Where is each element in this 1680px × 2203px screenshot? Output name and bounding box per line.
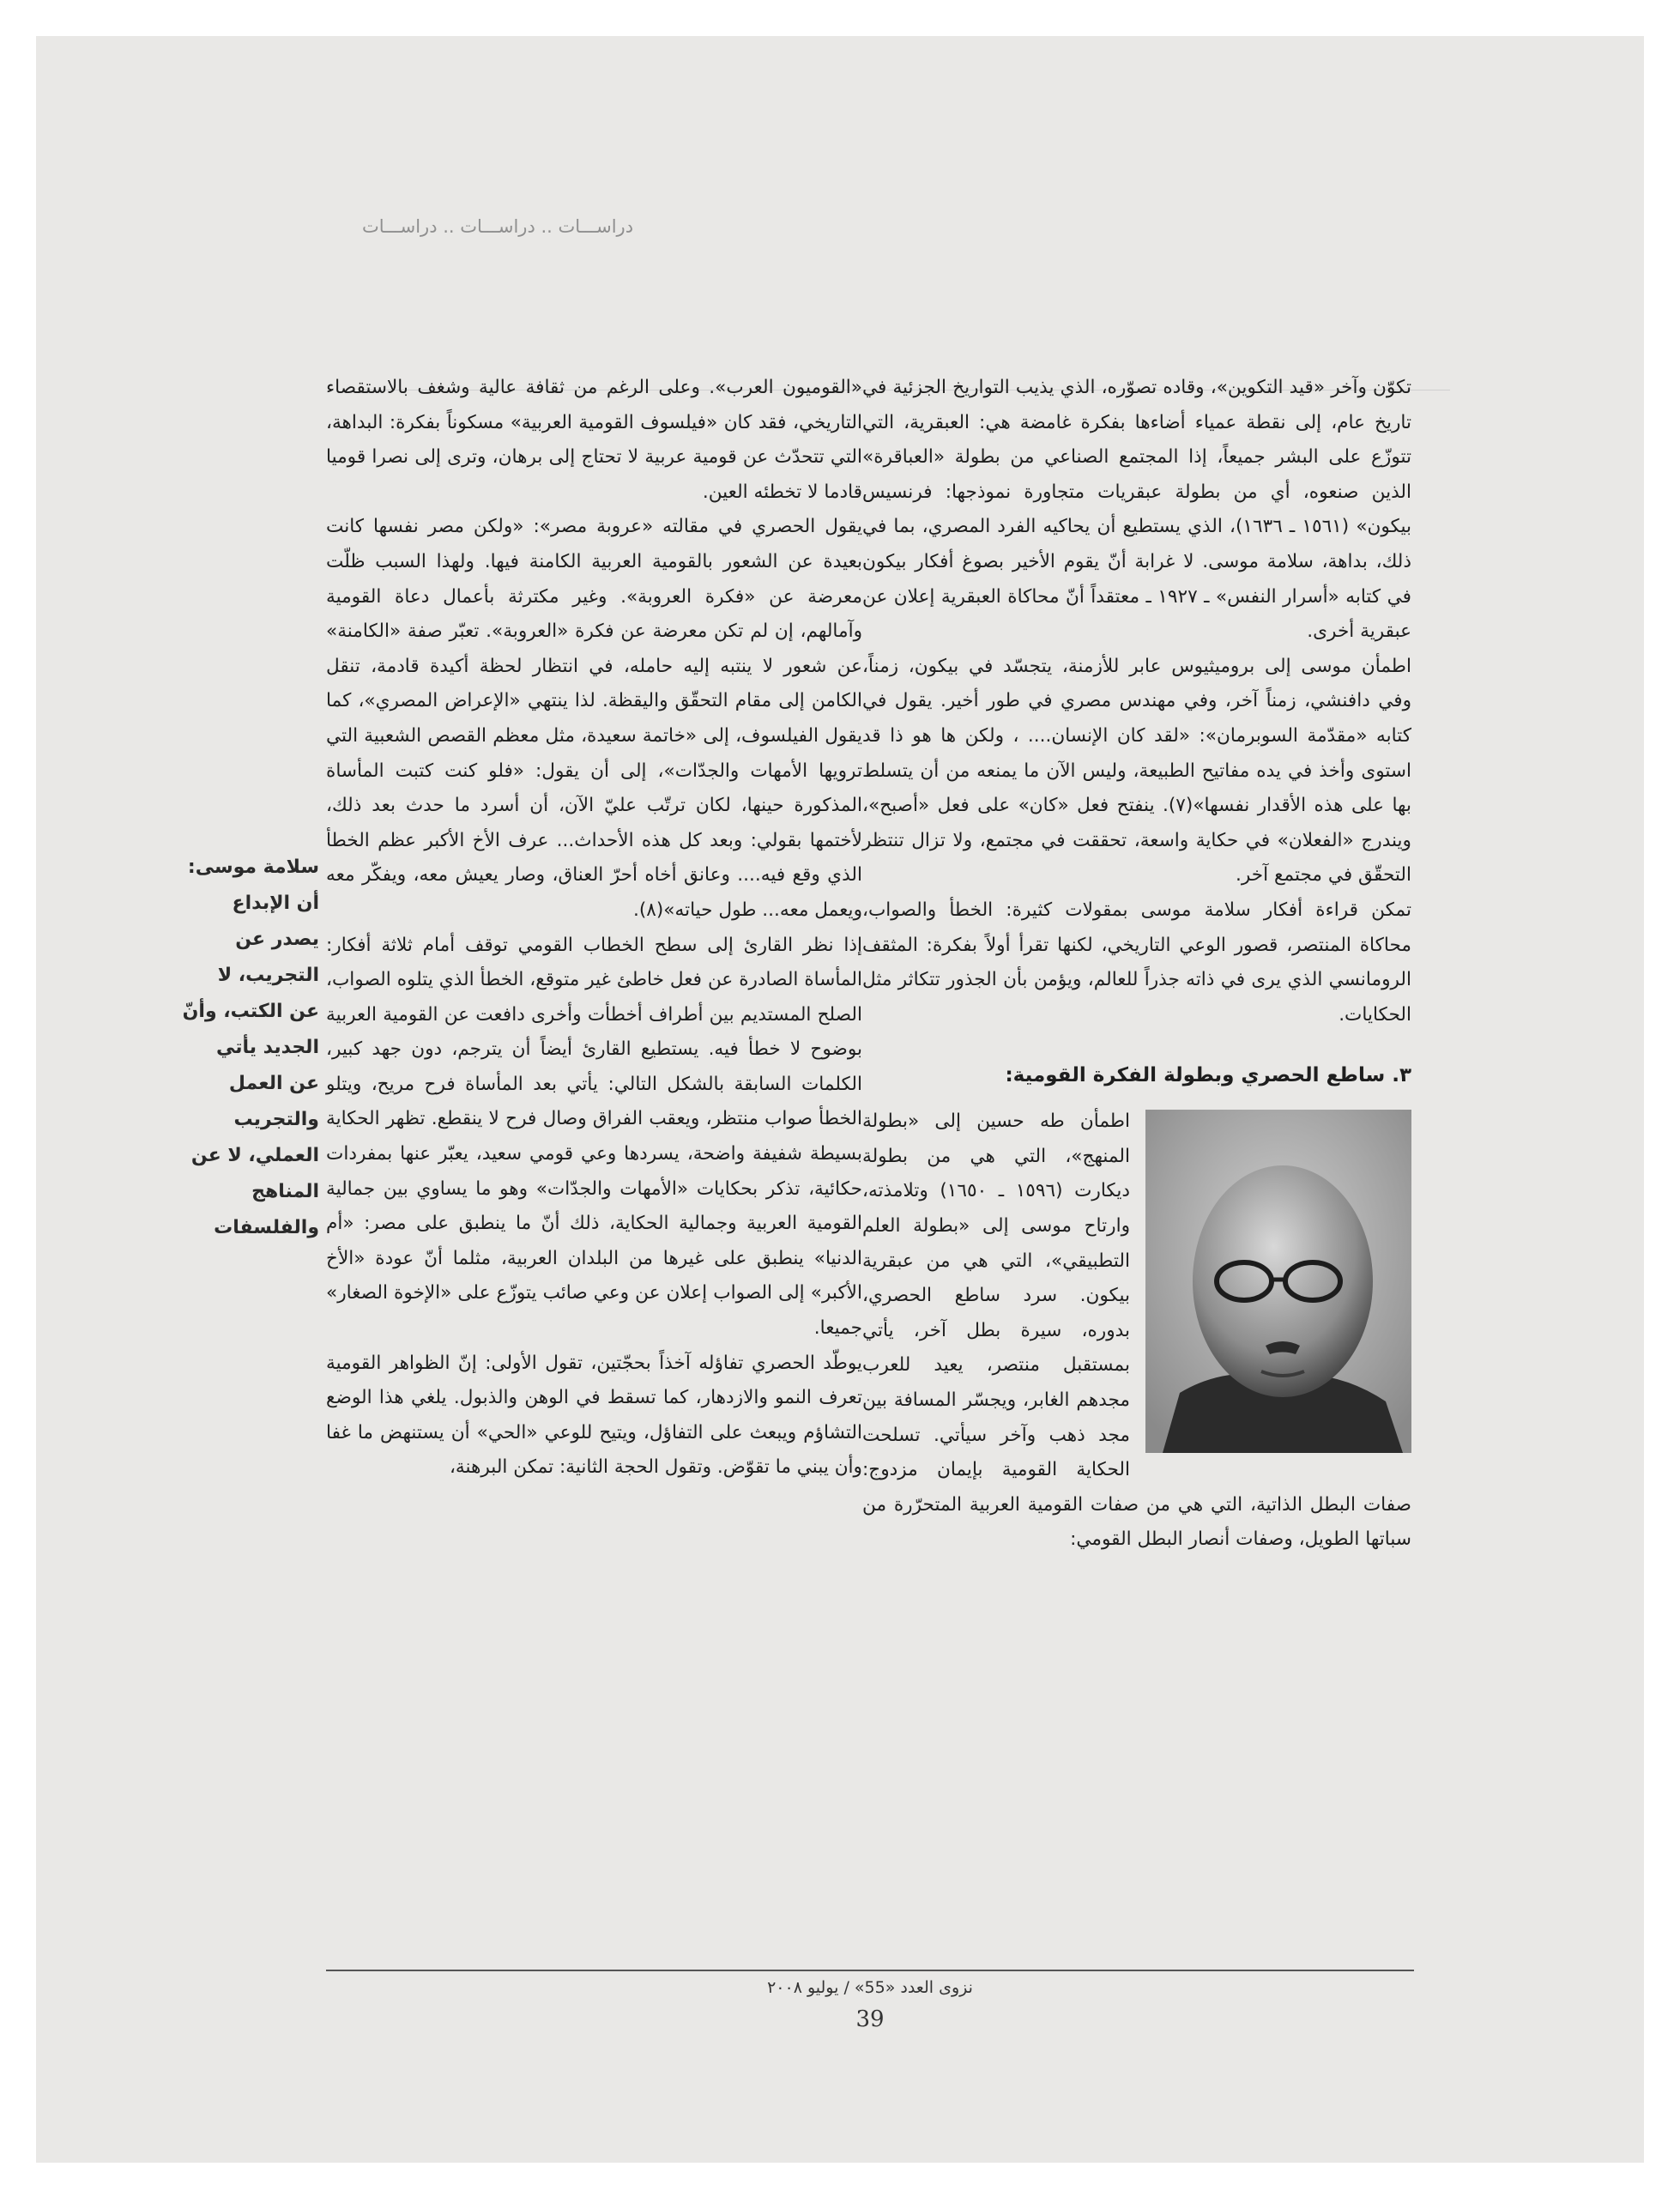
pull-quote: سلامة موسى: أن الإبداع يصدر عن التجريب، لا عن الكتب، وأنّ الجديد يأتي عن العمل والتجريب العملي، لا عن المناهج والفلسفات (182, 856, 319, 1238)
paragraph: إذا نظر القارئ إلى سطح الخطاب القومي توقف أمام ثلاثة أفكار: المأساة الصادرة عن فعل خاطئ غير متوقع، الخطأ الذي يتلوه الصواب، الصلح المستديم بين أطراف أخطأت وأخرى دافعت عن القومية العربية بوضوح لا خطأ فيه. يستطيع القارئ أيضاً أن يترجم، دون جهد كبير، الكلمات السابقة بالشكل التالي: يأتي بعد المأساة فرح مريح، ويتلو الخطأ صواب منتظر، ويعقب الفراق وصال فرح لا ينقطع. تظهر الحكاية بسيطة شفيفة واضحة، يسردها وعي قومي سعيد، يعبّر عنها بمفردات حكائية، تذكر بحكايات «الأمهات والجدّات» وهو ما يساوي بين جمالية القومية العربية وجمالية الحكاية، ذلك أنّ ما ينطبق على مصر: «أم الدنيا» ينطبق على غيرها من البلدان العربية، مثلما أنّ عودة «الأخ الأكبر» إلى الصواب إعلان عن وعي صائب يتوزّع على «الإخوة الصغار» جميعا. (326, 934, 862, 1340)
paragraph: اطمأن طه حسين إلى «بطولة المنهج»، التي هي من بطولة ديكارت (١٥٩٦ ـ ١٦٥٠) وتلامذته، وارتاح موسى إلى «بطولة العلم التطبيقي»، التي هي من عبقرية بيكون. سرد ساطع الحصري، بدوره، سيرة بطل آخر، يأتي بمستقبل منتصر، يعيد للعرب مجدهم الغابر، ويجسّر المسافة بين مجد ذهب وآخر سيأتي. تسلحت الحكاية القومية بإيمان مزدوج: صفات البطل الذاتية، التي هي من صفات القومية العربية المتحرّرة من سباتها الطويل، وصفات أنصار البطل القومي: (862, 1111, 1411, 1551)
paragraph: تكوّن وآخر «قيد التكوين»، وقاده تصوّره، الذي يذيب التواريخ الجزئية في تاريخ عام، إلى نقطة عمياء أضاءها بفكرة غامضة هي: العبقرية، التي تتوزّع على البشر جميعاً، إذا المجتمع الصناعي من بطولة «العباقرة» الذين صنعوه، أي من بطولة عبقريات متجاورة نموذجها: فرنسيس بيكون» (١٥٦١ ـ ١٦٣٦)، الذي يستطيع أن يحاكيه الفرد المصري، بما في ذلك، بداهة، سلامة موسى. لا غرابة أنّ يقوم الأخير بصوغ أفكار بيكون في كتابه «أسرار النفس» ـ ١٩٢٧ ـ معتقداً أنّ محاكاة العبقرية إعلان عن عبقرية أخرى. (862, 377, 1411, 643)
page-number: 39 (855, 2006, 885, 2032)
running-header: دراســـات .. دراســـات .. دراســـات (362, 216, 634, 237)
paragraph: اطمأن موسى إلى بروميثيوس عابر للأزمنة، يتجسّد في بيكون، زمناً، وفي دافنشي، زمناً آخر، وفي مهندس مصري في طور أخير. يقول في كتابه «مقدّمة السوبرمان»: «لقد كان الإنسان.... ، ولكن ها هو ذا قد استوى وأخذ في يده مفاتيح الطبيعة، وليس الآن ما يمنعه من أن يتسلط بها على هذه الأقدار نفسها»(٧). ينفتح فعل «كان» على فعل «أصبح»، ويندرج «الفعلان» في حكاية واسعة، تحققت في مجتمع، ولا تزال تنتظر التحقّق في مجتمع آخر. (862, 655, 1411, 887)
paragraph: تمكن قراءة أفكار سلامة موسى بمقولات كثيرة: الخطأ والصواب، محاكاة المنتصر، قصور الوعي التاريخي، لكنها تقرأ أولاً بفكرة: المثقف الرومانسي الذي يرى في ذاته جذراً للعالم، ويؤمن بأن الجذور تتكاثر مثل الحكايات. (862, 899, 1411, 1026)
right-column (862, 371, 1411, 1558)
middle-column (326, 371, 862, 1486)
footer-divider (326, 1970, 1414, 1971)
section-heading: ٣. ساطع الحصري وبطولة الفكرة القومية: (1005, 1064, 1411, 1087)
paragraph: «القوميون العرب». وعلى الرغم من ثقافة عالية وشغف بالاستقصاء التاريخي، فقد كان «فيلسوف القومية العربية» مسكوناً بفكرة: البداهة، التي تتحدّث عن قومية عربية لا تحتاج إلى برهان، وترى إلى نصرا قوميا قادما لا تخطئه العين. (326, 377, 862, 503)
paragraph: يقول الحصري في مقالته «عروبة مصر»: «ولكن مصر نفسها كانت بعيدة عن الشعور بالقومية العربية الكامنة فيها. ولهذا السبب ظلّت معرضة عن «فكرة العروبة». وغير مكترثة بأعمال دعاة القومية وآمالهم، إن لم تكن معرضة عن فكرة «العروبة». تعبّر صفة «الكامنة» عن شعور لا ينتبه إليه حامله، في انتظار لحظة أكيدة قادمة، تنقل الكامن إلى مقام التحقّق واليقظة. لذا ينتهي «الإعراض المصري»، كما يقول الفيلسوف، إلى «خاتمة سعيدة، مثل معظم القصص الشعبية التي ترويها الأمهات والجدّات»، إلى أن يقول: «فلو كنت كتبت المأساة المذكورة حينها، لكان ترتّب عليّ الآن، أن أسرد ما حدث بعد ذلك، لأختمها بقولي: وبعد كل هذه الأحداث... عرف الأخ الأكبر عظم الخطأ الذي وقع فيه.... وعانق أخاه أحرّ العناق، وصار يعيش معه، ويفكّر معه ويعمل معه... طول حياته»(٨). (326, 516, 862, 921)
footer-issue: نزوى العدد «55» / يوليو ٢٠٠٨ (767, 1978, 973, 1997)
paragraph: يوطّد الحصري تفاؤله آخذاً بحجّتين، تقول الأولى: إنّ الظواهر القومية تعرف النمو والازدهار، كما تسقط في الوهن والذبول. يلغي هذا الوضع التشاؤم ويبعث على التفاؤل، ويتيح للوعي «الحي» أن يستنهض ما غفا وأن يبني ما تقوّض. وتقول الحجة الثانية: تمكن البرهنة، (326, 1352, 862, 1479)
portrait-photo (1145, 1110, 1411, 1453)
